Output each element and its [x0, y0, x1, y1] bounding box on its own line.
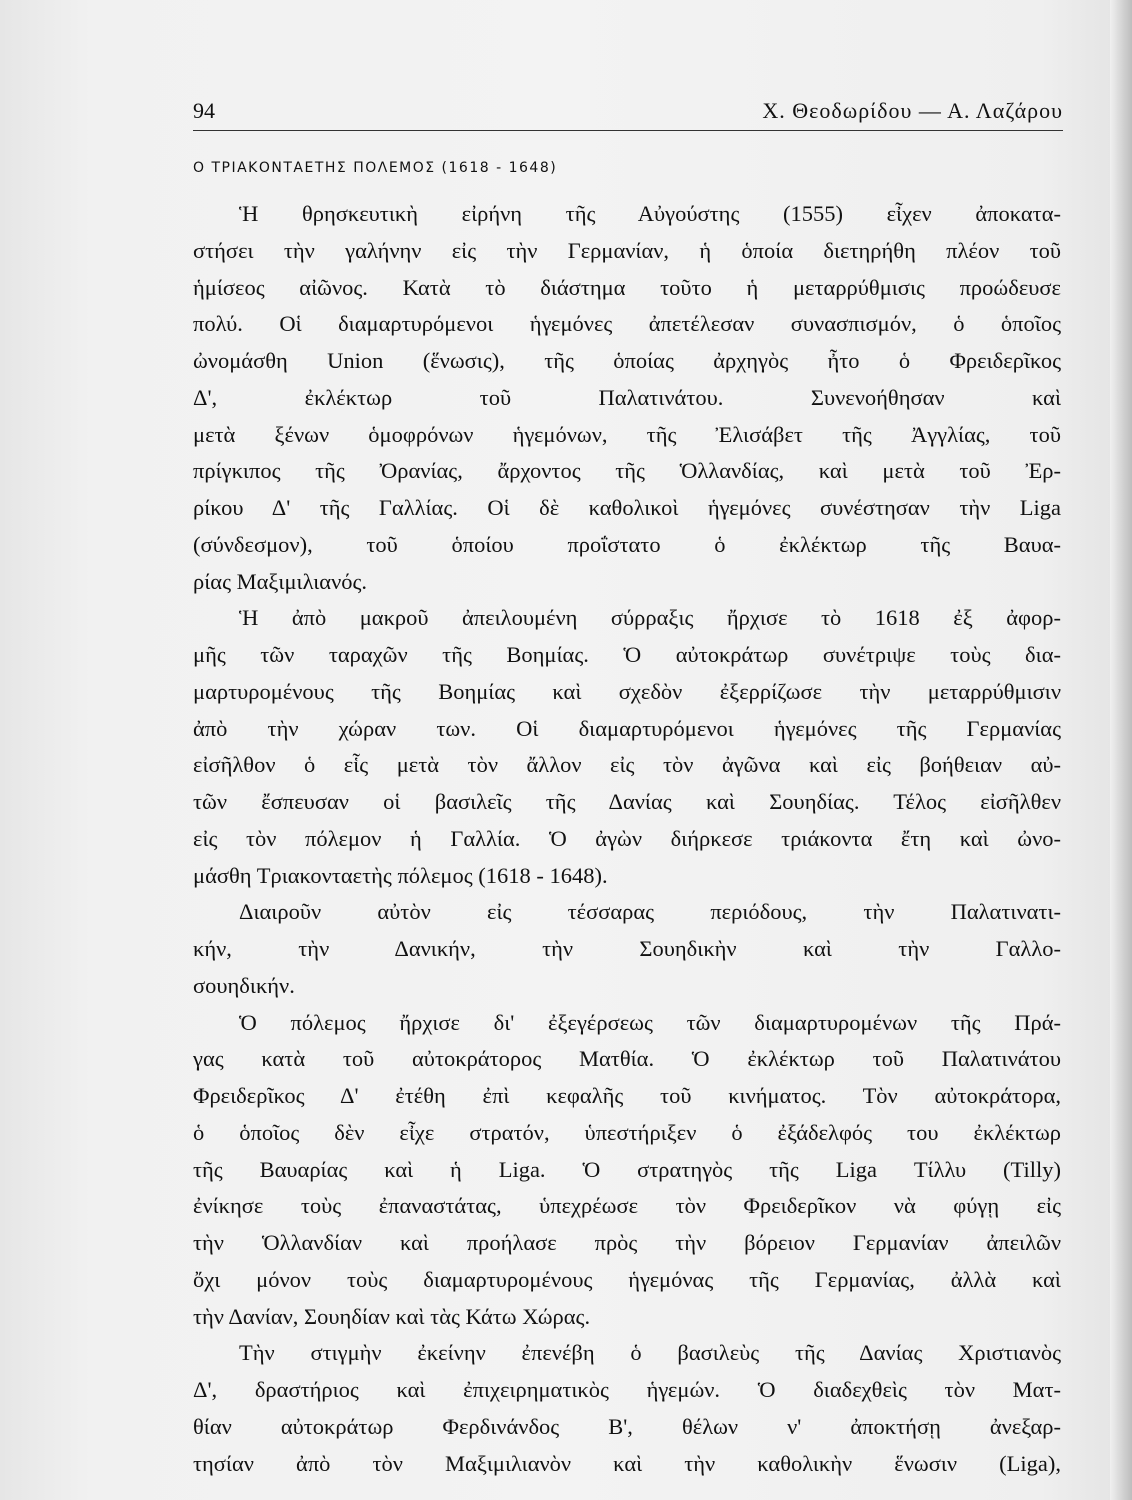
text-line: Ἡ ἀπὸ μακροῦ ἀπειλουμένη σύρραξις ἤρχισε τὸ 1618 ἐξ ἀφορ-: [239, 605, 1061, 631]
text-line: θίαν αὐτοκράτωρ Φερδινάνδος Β', θέλων ν' ἀποκτήσῃ ἀνεξαρ-: [193, 1413, 1061, 1439]
page-edge-shadow: [1110, 0, 1132, 1500]
text-line: εἰσῆλθον ὁ εἷς μετὰ τὸν ἄλλον εἰς τὸν ἀγῶνα καὶ εἰς βοήθειαν αὐ-: [193, 752, 1061, 778]
section-heading: Ο ΤΡΙΑΚΟΝΤΑΕΤΗΣ ΠΟΛΕΜΟΣ (1618 - 1648): [193, 160, 558, 176]
text-line: Δ', δραστήριος καὶ ἐπιχειρηματικὸς ἡγεμών. Ὁ διαδεχθεὶς τὸν Ματ-: [193, 1377, 1061, 1402]
text-line: ὁ ὁποῖος δὲν εἶχε στρατόν, ὑπεστήριξεν ὁ ἐξάδελφός του ἐκλέκτωρ: [193, 1119, 1061, 1145]
text-line: μετὰ ξένων ὁμοφρόνων ἡγεμόνων, τῆς Ἐλισάβετ τῆς Ἀγγλίας, τοῦ: [193, 421, 1061, 447]
text-line: (σύνδεσμον), τοῦ ὁποίου προΐστατο ὁ ἐκλέκτωρ τῆς Βαυα-: [193, 531, 1061, 557]
text-line: Φρειδερῖκος Δ' ἐτέθη ἐπὶ κεφαλῆς τοῦ κινήματος. Τὸν αὐτοκράτορα,: [193, 1083, 1061, 1108]
text-line: γας κατὰ τοῦ αὐτοκράτορος Ματθία. Ὁ ἐκλέκτωρ τοῦ Παλατινάτου: [193, 1046, 1061, 1072]
text-line: ἀπὸ τὴν χώραν των. Οἱ διαμαρτυρόμενοι ἡγεμόνες τῆς Γερμανίας: [193, 715, 1061, 741]
text-line: σουηδικήν.: [193, 972, 295, 998]
text-line: ἐνίκησε τοὺς ἐπαναστάτας, ὑπεχρέωσε τὸν Φρειδερῖκον νὰ φύγῃ εἰς: [193, 1193, 1061, 1219]
text-line: τὴν Ὁλλανδίαν καὶ προήλασε πρὸς τὴν βόρειον Γερμανίαν ἀπειλῶν: [193, 1230, 1061, 1255]
text-line: ὄχι μόνον τοὺς διαμαρτυρομένους ἡγεμόνας τῆς Γερμανίας, ἀλλὰ καὶ: [193, 1266, 1061, 1292]
text-line: μάσθη Τριακονταετὴς πόλεμος (1618 - 1648).: [193, 862, 608, 888]
text-line: μαρτυρομένους τῆς Βοημίας καὶ σχεδὸν ἐξερρίζωσε τὴν μεταρρύθμισιν: [193, 678, 1061, 704]
text-line: Τὴν στιγμὴν ἐκείνην ἐπενέβη ὁ βασιλεὺς τῆς Δανίας Χριστιανὸς: [239, 1340, 1061, 1366]
text-line: μῆς τῶν ταραχῶν τῆς Βοημίας. Ὁ αὐτοκράτωρ συνέτριψε τοὺς δια-: [193, 642, 1061, 667]
text-line: Δ', ἐκλέκτωρ τοῦ Παλατινάτου. Συνενοήθησαν καὶ: [193, 384, 1061, 410]
text-line: πολύ. Οἱ διαμαρτυρόμενοι ἡγεμόνες ἀπετέλεσαν συνασπισμόν, ὁ ὁποῖος: [193, 311, 1061, 337]
text-line: τὴν Δανίαν, Σουηδίαν καὶ τὰς Κάτω Χώρας.: [193, 1303, 591, 1329]
text-line: ἡμίσεος αἰῶνος. Κατὰ τὸ διάστημα τοῦτο ἡ μεταρρύθμισις προώδευσε: [193, 274, 1061, 300]
text-line: πρίγκιπος τῆς Ὀρανίας, ἄρχοντος τῆς Ὁλλανδίας, καὶ μετὰ τοῦ Ἐρ-: [193, 458, 1061, 484]
text-line: Ἡ θρησκευτικὴ εἰρήνη τῆς Αὐγούστης (1555) εἶχεν ἀποκατα-: [239, 201, 1061, 226]
running-title: Χ. Θεοδωρίδου — Α. Λαζάρου: [762, 98, 1063, 123]
text-line: στήσει τὴν γαλήνην εἰς τὴν Γερμανίαν, ἡ ὁποία διετηρήθη πλέον τοῦ: [193, 237, 1061, 263]
body-text: [193, 196, 1061, 1482]
text-line: κήν, τὴν Δανικήν, τὴν Σουηδικὴν καὶ τὴν Γαλλο-: [193, 936, 1061, 961]
page-number: 94: [193, 98, 215, 123]
text-line: ρίκου Δ' τῆς Γαλλίας. Οἱ δὲ καθολικοὶ ἡγεμόνες συνέστησαν τὴν Liga: [193, 495, 1061, 520]
text-line: τησίαν ἀπὸ τὸν Μαξιμιλιανὸν καὶ τὴν καθολικὴν ἕνωσιν (Liga),: [193, 1450, 1061, 1476]
text-line: Διαιροῦν αὐτὸν εἰς τέσσαρας περιόδους, τὴν Παλατινατι-: [239, 899, 1061, 925]
text-line: τῶν ἔσπευσαν οἱ βασιλεῖς τῆς Δανίας καὶ Σουηδίας. Τέλος εἰσῆλθεν: [193, 789, 1061, 814]
text-line: τῆς Βαυαρίας καὶ ἡ Liga. Ὁ στρατηγὸς τῆς Liga Τίλλυ (Tilly): [193, 1156, 1061, 1182]
text-line: Ὁ πόλεμος ἤρχισε δι' ἐξεγέρσεως τῶν διαμαρτυρομένων τῆς Πρά-: [239, 1009, 1061, 1035]
text-line: εἰς τὸν πόλεμον ἡ Γαλλία. Ὁ ἀγὼν διήρκεσε τριάκοντα ἔτη καὶ ὠνο-: [193, 825, 1061, 851]
text-line: ρίας Μαξιμιλιανός.: [193, 568, 368, 594]
text-line: ὠνομάσθη Union (ἕνωσις), τῆς ὁποίας ἀρχηγὸς ἦτο ὁ Φρειδερῖκος: [193, 348, 1061, 373]
running-header: [193, 94, 1063, 131]
